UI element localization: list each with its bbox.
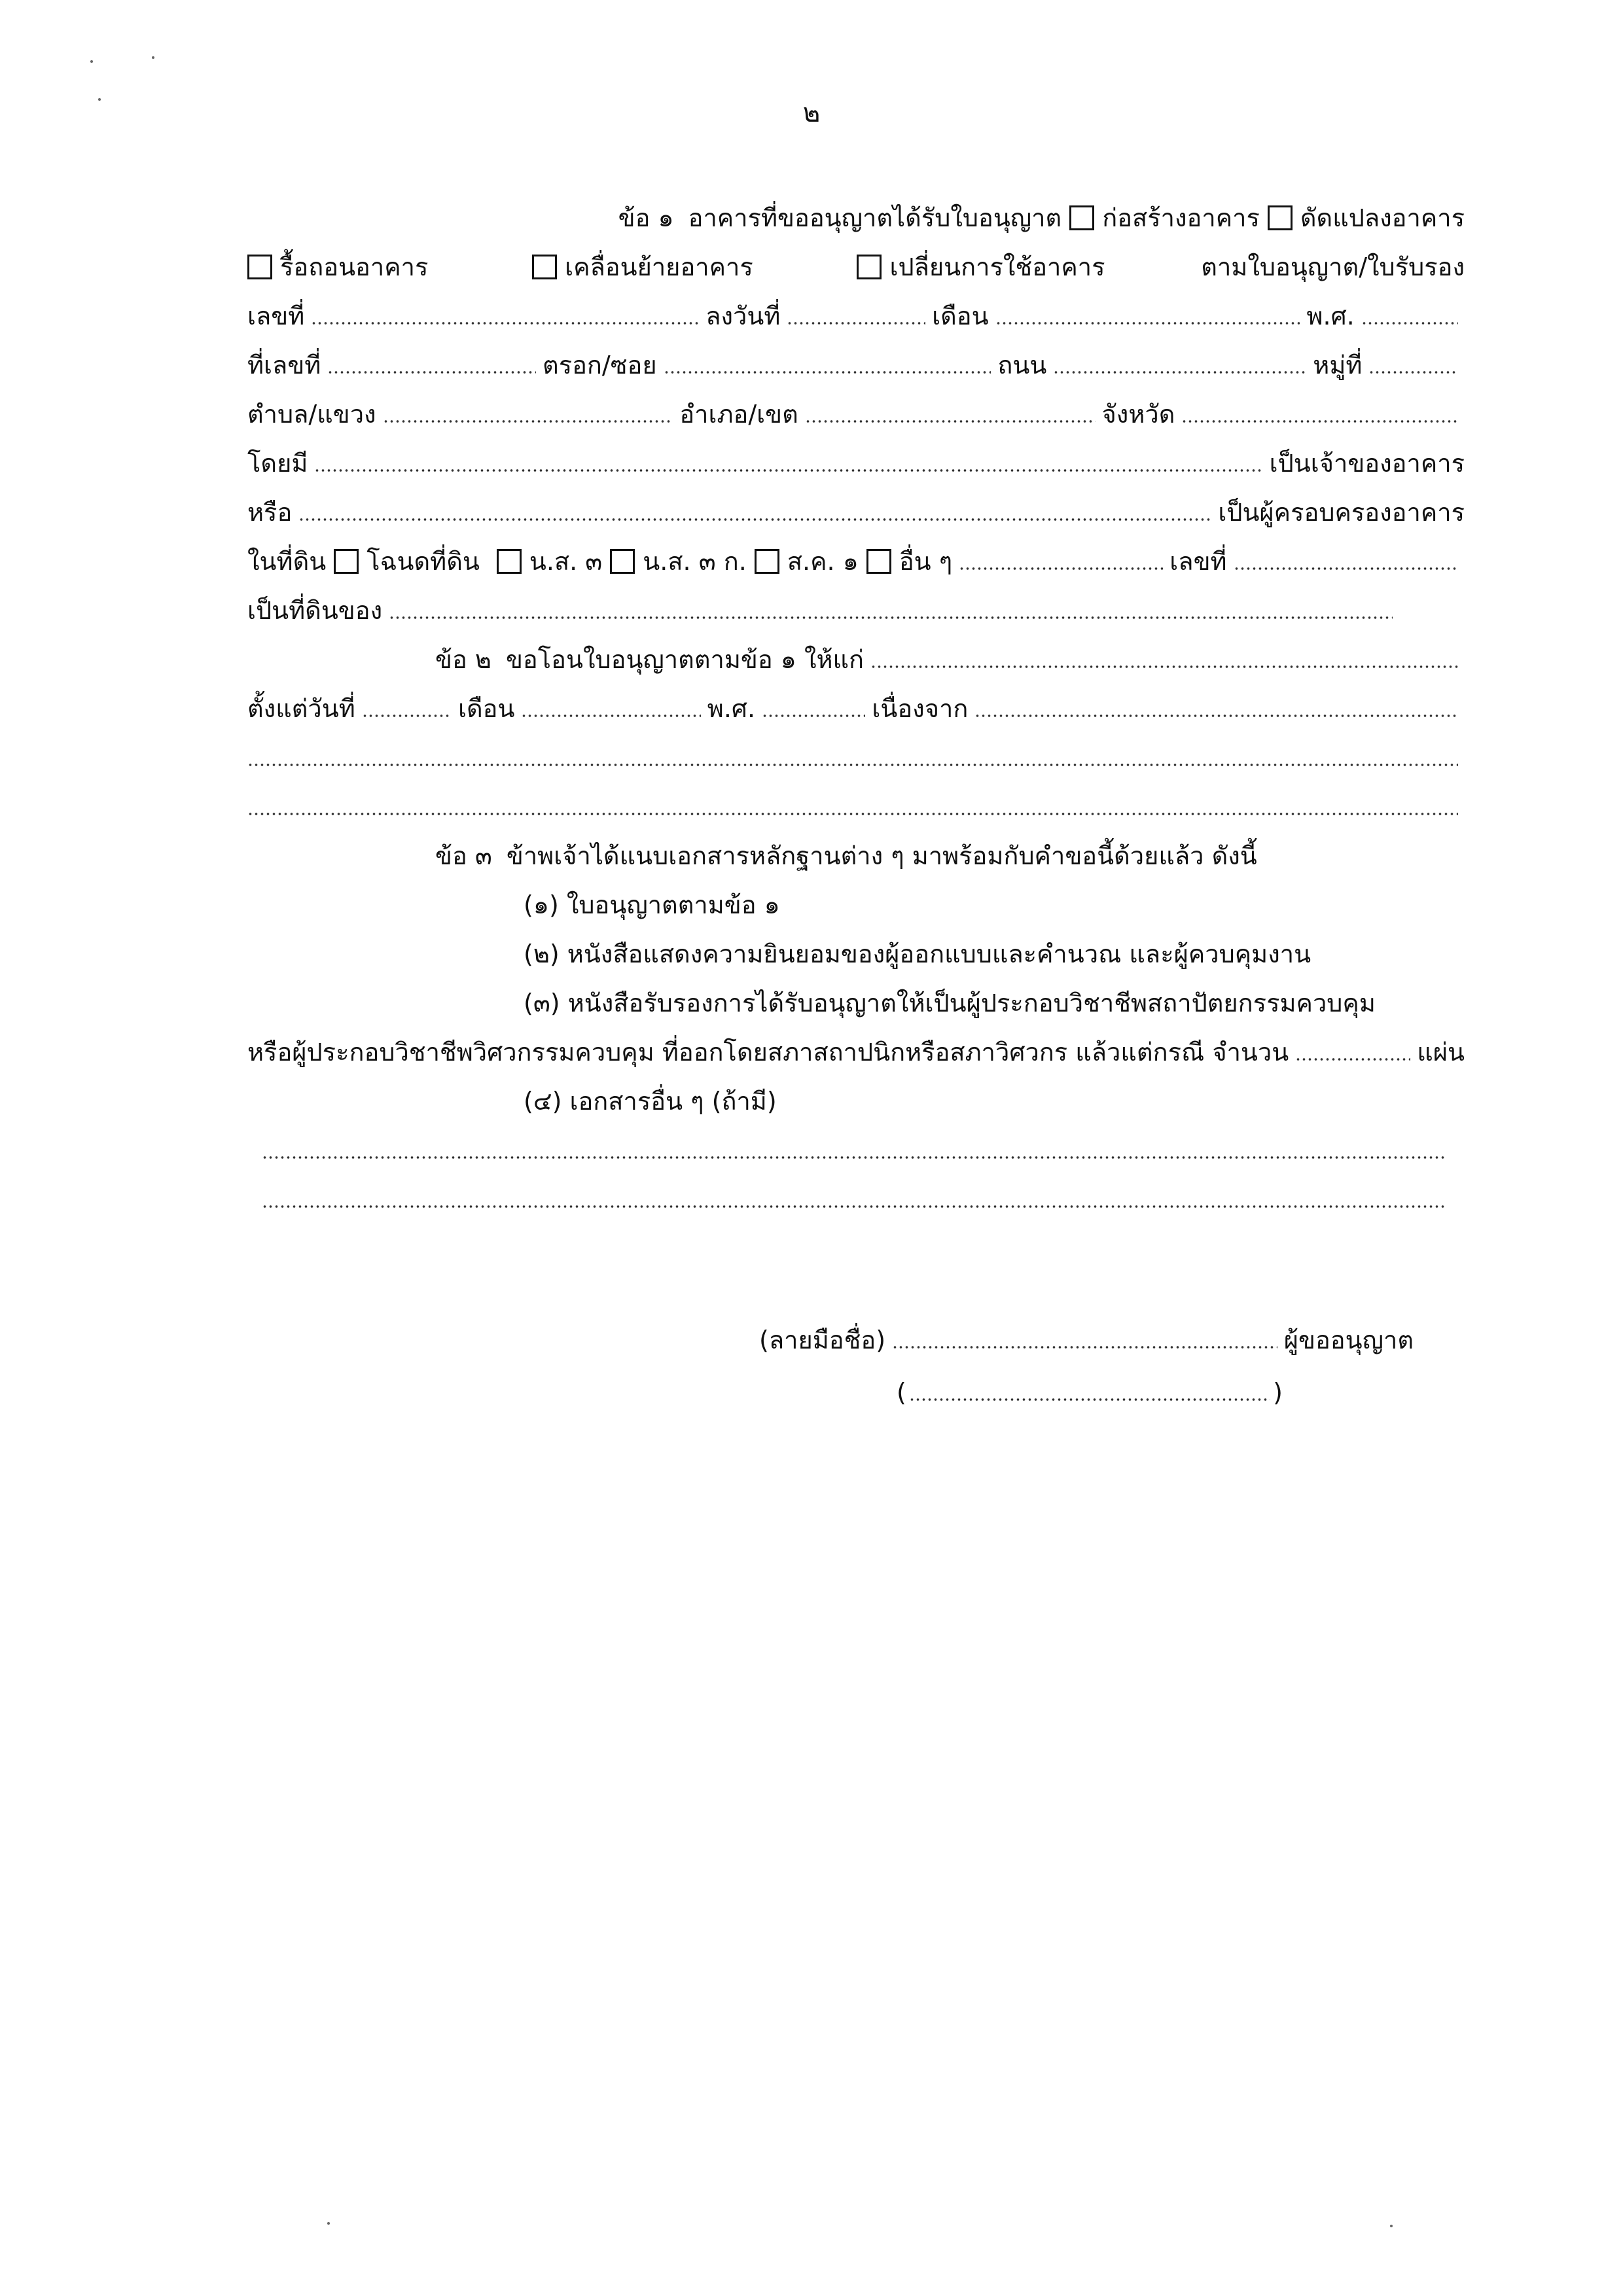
demolish-checkbox[interactable] [247,255,272,279]
sk1-checkbox[interactable] [755,549,779,574]
clause3-row-4 [524,968,1465,1019]
clause3-label: ข้อ ๓ [435,841,492,870]
construct-label: ก่อสร้างอาคาร [1102,203,1260,232]
move-label: เคลื่อนย้ายอาคาร [565,253,753,281]
clause1-row-7 [247,478,1465,529]
month-label: เดือน [932,302,989,330]
clause2-row-2 [247,674,1465,725]
owner-name-field[interactable] [314,469,1262,472]
owner-label: เป็นเจ้าของอาคาร [1269,449,1465,478]
ns3k-checkbox[interactable] [610,549,635,574]
clause3-row-8 [262,1165,1453,1216]
signature-row [759,1305,1414,1356]
demolish-label: รื้อถอนอาคาร [280,253,429,281]
scan-speck [90,60,93,63]
clause3-row-3 [524,919,1465,970]
on-land-label: ในที่ดิน [247,547,327,576]
permit-no-label: เลขที่ [247,302,305,330]
clause1-row-2 [247,232,1465,283]
land-owner-field[interactable] [389,616,1393,619]
clause2-label: ข้อ ๒ [435,645,491,674]
since-day-field[interactable] [362,715,452,717]
attachment-item-2: (๒) หนังสือแสดงความยินยอมของผู้ออกแบบและคำนวณ และผู้ควบคุมงาน [524,940,1311,968]
scan-speck [327,2222,330,2225]
other-documents-field-1[interactable] [262,1156,1446,1159]
village-no-label: หมู่ที่ [1313,351,1363,380]
attachment-item-4: (๔) เอกสารอื่น ๆ (ถ้ามี) [524,1087,777,1116]
year-label: พ.ศ. [1306,302,1355,330]
subdistrict-field[interactable] [383,420,673,423]
ns3k-label: น.ส. ๓ ก. [643,547,747,576]
since-year-field[interactable] [762,715,865,717]
clause3-row-7 [262,1116,1453,1167]
dated-label: ลงวันที่ [705,302,781,330]
modify-label: ดัดแปลงอาคาร [1300,203,1465,232]
attachment-item-1: (๑) ใบอนุญาตตามข้อ ๑ [524,891,780,919]
clause1-row-4 [247,330,1465,381]
reason-field-1[interactable] [974,715,1458,717]
month-field[interactable] [995,322,1300,325]
printed-name-row [897,1358,1283,1409]
province-label: จังหวัด [1101,400,1175,429]
attachment-item-3-line-1: (๓) หนังสือรับรองการได้รับอนุญาตให้เป็นผู้ประกอบวิชาชีพสถาปัตยกรรมควบคุม [524,989,1376,1017]
clause3-row-2 [524,870,1465,921]
clause3-row-6 [524,1067,1465,1118]
since-year-label: พ.ศ. [707,694,756,723]
since-date-label: ตั้งแต่วันที่ [247,694,355,723]
or-label: หรือ [247,498,293,527]
clause2-row-3 [247,723,1465,774]
transferee-field[interactable] [870,665,1458,668]
clause1-label: ข้อ ๑ [618,203,674,232]
occupant-name-field[interactable] [298,518,1211,521]
clause2-text: ขอโอนใบอนุญาตตามข้อ ๑ ให้แก่ [505,645,865,674]
modify-checkbox[interactable] [1268,205,1293,230]
move-checkbox[interactable] [532,255,557,279]
signature-field[interactable] [892,1346,1277,1349]
reason-field-3[interactable] [247,813,1458,815]
year-field[interactable] [1361,322,1458,325]
others-checkbox[interactable] [866,549,891,574]
land-title-label: โฉนดที่ดิน [366,547,480,576]
land-of-label: เป็นที่ดินของ [247,596,383,625]
clause1-row-1 [247,183,1465,234]
occupant-label: เป็นผู้ครอบครองอาคาร [1218,498,1465,527]
land-number-field[interactable] [1234,567,1458,570]
signature-label: (ลายมือชื่อ) [759,1326,886,1354]
district-label: อำเภอ/เขต [679,400,798,429]
attachment-item-3-line-2: หรือผู้ประกอบวิชาชีพวิศวกรรมควบคุม ที่ออกโดยสภาสถาปนิกหรือสภาวิศวกร แล้วแต่กรณี จำนวน [247,1038,1289,1067]
clause2-row-1 [435,625,1465,676]
other-documents-field-2[interactable] [262,1205,1446,1208]
district-field[interactable] [805,420,1096,423]
clause2-row-4 [247,772,1465,823]
address-no-field[interactable] [327,371,536,374]
clause1-row-8 [247,527,1465,578]
sk1-label: ส.ค. ๑ [787,547,859,576]
subdistrict-label: ตำบล/แขวง [247,400,376,429]
clause3-row-1 [435,821,1465,872]
scan-speck [1390,2225,1393,2227]
land-number-label: เลขที่ [1169,547,1227,576]
road-field[interactable] [1053,371,1306,374]
others-field[interactable] [959,567,1163,570]
province-field[interactable] [1181,420,1458,423]
alley-label: ตรอก/ซอย [543,351,657,380]
day-field[interactable] [787,322,925,325]
because-label: เนื่องจาก [872,694,969,723]
ns3-checkbox[interactable] [497,549,522,574]
clause3-text: ข้าพเจ้าได้แนบเอกสารหลักฐานต่าง ๆ มาพร้อมกับคำขอนี้ด้วยแล้ว ดังนี้ [506,841,1257,870]
clause1-row-9 [247,576,1399,627]
reason-field-2[interactable] [247,764,1458,766]
printed-name-field[interactable] [909,1398,1270,1401]
road-label: ถนน [997,351,1047,380]
construct-checkbox[interactable] [1069,205,1094,230]
address-no-label: ที่เลขที่ [247,351,321,380]
since-month-field[interactable] [521,715,700,717]
by-label: โดยมี [247,449,308,478]
close-paren: ) [1273,1378,1283,1407]
land-title-checkbox[interactable] [334,549,359,574]
scan-speck [152,56,154,59]
sheet-unit-label: แผ่น [1417,1038,1465,1067]
village-no-field[interactable] [1368,371,1458,374]
open-paren: ( [897,1378,906,1407]
according-to-label: ตามใบอนุญาต/ใบรับรอง [1201,253,1465,281]
since-month-label: เดือน [457,694,515,723]
alley-field[interactable] [664,371,991,374]
change-use-label: เปลี่ยนการใช้อาคาร [889,253,1105,281]
others-label: อื่น ๆ [899,547,953,576]
ns3-label: น.ส. ๓ [529,547,603,576]
clause1-row-6 [247,429,1465,480]
clause1-intro: อาคารที่ขออนุญาตได้รับใบอนุญาต [688,203,1062,232]
clause1-row-3 [247,281,1465,332]
clause3-row-5 [247,1017,1465,1069]
page-number: ๒ [802,98,821,128]
applicant-label: ผู้ขออนุญาต [1283,1326,1414,1354]
change-use-checkbox[interactable] [857,255,882,279]
sheet-count-field[interactable] [1295,1058,1410,1061]
clause1-row-5 [247,380,1465,431]
permit-no-field[interactable] [311,322,699,325]
